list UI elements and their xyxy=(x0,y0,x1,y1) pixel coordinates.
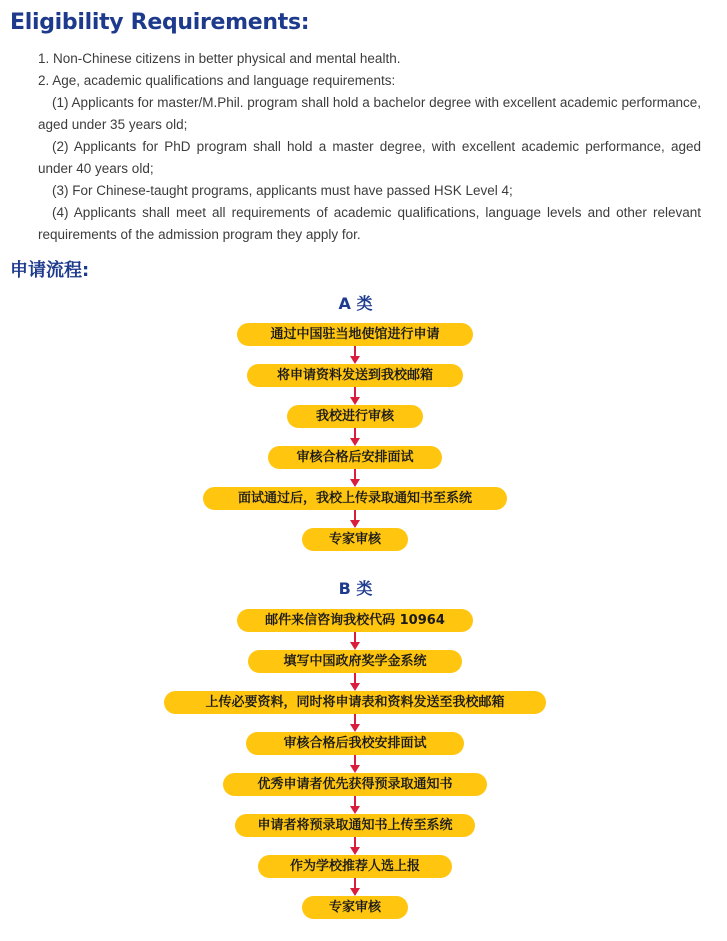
requirement-item: 1. Non-Chinese citizens in better physical and mental health. xyxy=(38,51,401,66)
flow-step: 审核合格后安排面试 xyxy=(268,446,442,469)
flow-step: 上传必要资料，同时将申请表和资料发送至我校邮箱 xyxy=(164,691,546,714)
requirement-item: 2. Age, academic qualifications and language requirements: xyxy=(38,73,396,88)
down-arrow-icon xyxy=(349,346,361,364)
down-arrow-icon xyxy=(349,878,361,896)
eligibility-title: Eligibility Requirements: xyxy=(10,10,310,35)
flow-step: 优秀申请者优先获得预录取通知书 xyxy=(223,773,487,796)
flow-step: 填写中国政府奖学金系统 xyxy=(248,650,462,673)
down-arrow-icon xyxy=(349,632,361,650)
category-a-label: A 类 xyxy=(338,294,373,313)
down-arrow-icon xyxy=(349,796,361,814)
down-arrow-icon xyxy=(349,510,361,528)
flow-step: 作为学校推荐人选上报 xyxy=(258,855,452,878)
category-b-label: B 类 xyxy=(338,579,373,598)
down-arrow-icon xyxy=(349,428,361,446)
flow-step: 专家审核 xyxy=(302,528,408,551)
requirement-item: (3) For Chinese-taught programs, applicants must have passed HSK Level 4; xyxy=(52,183,513,198)
flow-step: 我校进行审核 xyxy=(287,405,423,428)
flow-step: 审核合格后我校安排面试 xyxy=(246,732,464,755)
flow-step: 通过中国驻当地使馆进行申请 xyxy=(237,323,473,346)
requirement-item: (4) Applicants shall meet all requirements of academic qualifications, language levels and other relevant requirements of the admission program they apply for. xyxy=(38,205,701,242)
down-arrow-icon xyxy=(349,469,361,487)
down-arrow-icon xyxy=(349,387,361,405)
down-arrow-icon xyxy=(349,673,361,691)
flow-step: 专家审核 xyxy=(302,896,408,919)
requirement-item: (2) Applicants for PhD program shall hold a master degree, with excellent academic performance, aged under 40 years old; xyxy=(38,139,701,176)
flow-step: 面试通过后，我校上传录取通知书至系统 xyxy=(203,487,507,510)
flow-step: 申请者将预录取通知书上传至系统 xyxy=(235,814,475,837)
process-title: 申请流程: xyxy=(10,260,90,281)
requirement-item: (1) Applicants for master/M.Phil. program shall hold a bachelor degree with excellent academic performance, aged under 35 years old; xyxy=(38,95,701,132)
flow-step: 将申请资料发送到我校邮箱 xyxy=(247,364,463,387)
down-arrow-icon xyxy=(349,755,361,773)
flow-step: 邮件来信咨询我校代码 10964 xyxy=(237,609,473,632)
down-arrow-icon xyxy=(349,714,361,732)
down-arrow-icon xyxy=(349,837,361,855)
